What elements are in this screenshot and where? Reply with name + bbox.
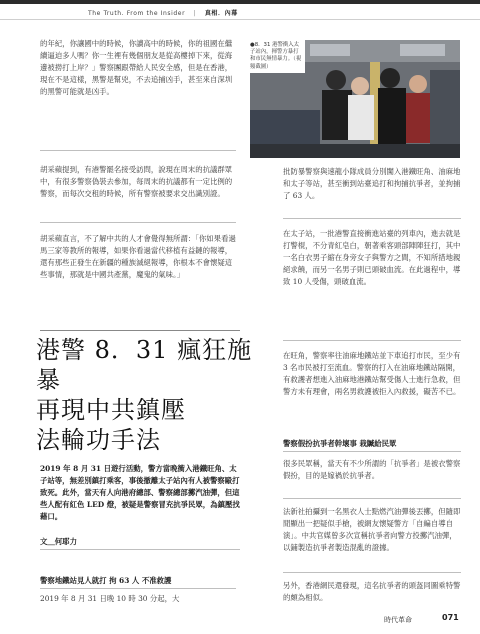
headline-line-2: 再現中共鎮壓 [36, 396, 186, 424]
running-header [88, 8, 348, 17]
right-divider-2 [283, 340, 461, 341]
right-paragraph-3: 在旺角，警察率往油麻地鐵站並下車追打市民，至少有 3 名市民被打至流血。警察的打入在油麻地鐵站隔開，有救護者想進入油麻地港鐵站幫受傷人士進行急救，但警方未有理會，兩名男救護被拒入內救援，礙苦不已。 [283, 351, 461, 396]
page-number: 071 [442, 613, 459, 622]
headline-line-1: 港警 8．31 瘋狂施暴 [36, 336, 253, 394]
right-divider-3 [283, 451, 461, 452]
left-divider-2 [40, 222, 236, 223]
byline-rule [40, 549, 240, 550]
lead-paragraph: 2019 年 8 月 31 日遊行活動，警方當晚衝入港鐵旺角、太子站等，無差別鎮打乘客，事後撤離太子站內有人被警察毆打致死。此外，當天有人向港府總部、警察總部擲汽油彈，但這些人配有紅色 LED 燈，被疑是警察冒充抗爭民眾，為鎮壓找藉口。 [40, 464, 240, 521]
running-header-category: 真相．內幕 [204, 10, 238, 17]
right-paragraph-1: 批防暴警察與速龍小隊成員分別闖入港鐵旺角、油麻地和太子等站，甚至衝到站臺追打和拘捕抗爭者，並拘捕了 63 人。 [283, 167, 461, 200]
right-paragraph-5: 法新社拍攝到一名黑衣人士點燃汽油彈後丟擲，但隨即閒顯出一把疑似手槍，被網友懷疑警方「自編自導自演」。中共官媒曾多次宣稱抗爭者向警方投擲汽油彈，以鋪製造抗爭者製造混亂的證據。 [283, 507, 461, 552]
running-header-separator: | [193, 10, 197, 17]
headline [36, 335, 256, 455]
footer-magazine-title: 時代革命 [384, 616, 412, 624]
left-paragraph-4: 2019 年 8 月 31 日晚 10 時 30 分起，大 [40, 594, 180, 603]
right-divider-1 [283, 218, 461, 219]
headline-line-3: 法輪功手法 [36, 426, 161, 454]
right-divider-4 [283, 498, 461, 499]
left-paragraph-1: 的年紀，你讓國中的時候，你讀高中的時候，你的祖國在繼續逼迫多人嗎？你一生裡有幾個朋友是從高樓掉下來，從海邊被撈打上岸？」警察團跟帶給人民安全感，但是在香港，現在不是這樣，黑警是幫兇，不去追捕凶手，甚至來自深圳的黑警可能就是凶手。 [40, 39, 233, 96]
header-divider [0, 19, 480, 20]
photo-caption: ●8．31 港警衝入太子站內，揮警方暴打和市民無情暴力。（視頻截圖） [247, 40, 305, 73]
right-paragraph-4: 很多民眾稱，當天有不少所謂的「抗爭者」是被衣警察假扮，目的是嫁禍於抗爭者。 [283, 459, 461, 480]
right-divider-5 [283, 572, 461, 573]
running-header-section: The Truth. From the Insider [88, 10, 186, 17]
right-paragraph-6: 另外，香港網民還發現，這名抗爭者的頭盔同圖乘特警的頗為相似。 [283, 581, 461, 602]
left-paragraph-2: 胡采蘋提到，有港警罷名接受訪問，說現在周末的抗議群眾中，有很多警察偽裝去參加，每周末的抗議都有一定比例的警察，而每次交租的時候，所有警察被要求交出識別證。 [40, 165, 233, 198]
left-divider-1 [40, 150, 236, 151]
left-subheading: 警察地鐵站見人就打 拘 63 人 不准救護 [40, 576, 172, 585]
headline-top-rule [40, 330, 240, 331]
top-rule [0, 0, 480, 4]
right-subheading: 警察假扮抗爭者幹壞事 栽贓給民眾 [283, 439, 397, 448]
left-paragraph-3: 胡采蘋直言，不了解中共的人才會覺得無所謂：「你如果看過馬三家等教所的報導，如果你看過當代移植有益鏈的報導，還有那些正發生在新疆的種族滅絕報導，你根本不會懷疑這些事情，那就是中國共產黨，魔鬼的氣味。」 [40, 234, 236, 279]
left-subheading-rule [40, 588, 236, 589]
byline: 文＿何耶力 [40, 537, 77, 546]
right-paragraph-2: 在太子站，一批港警直接衝進站臺的列車內，進去就是打警棍，不分青紅皂白，朝著乘客頭部陣陣狂打，其中一名白衣男子縮在身旁女子與警方之間，不知所措地親絕求饒，而另一名男子則已頭破血流。在此過程中，導致 10 人受傷，頭破血流。 [283, 229, 461, 286]
